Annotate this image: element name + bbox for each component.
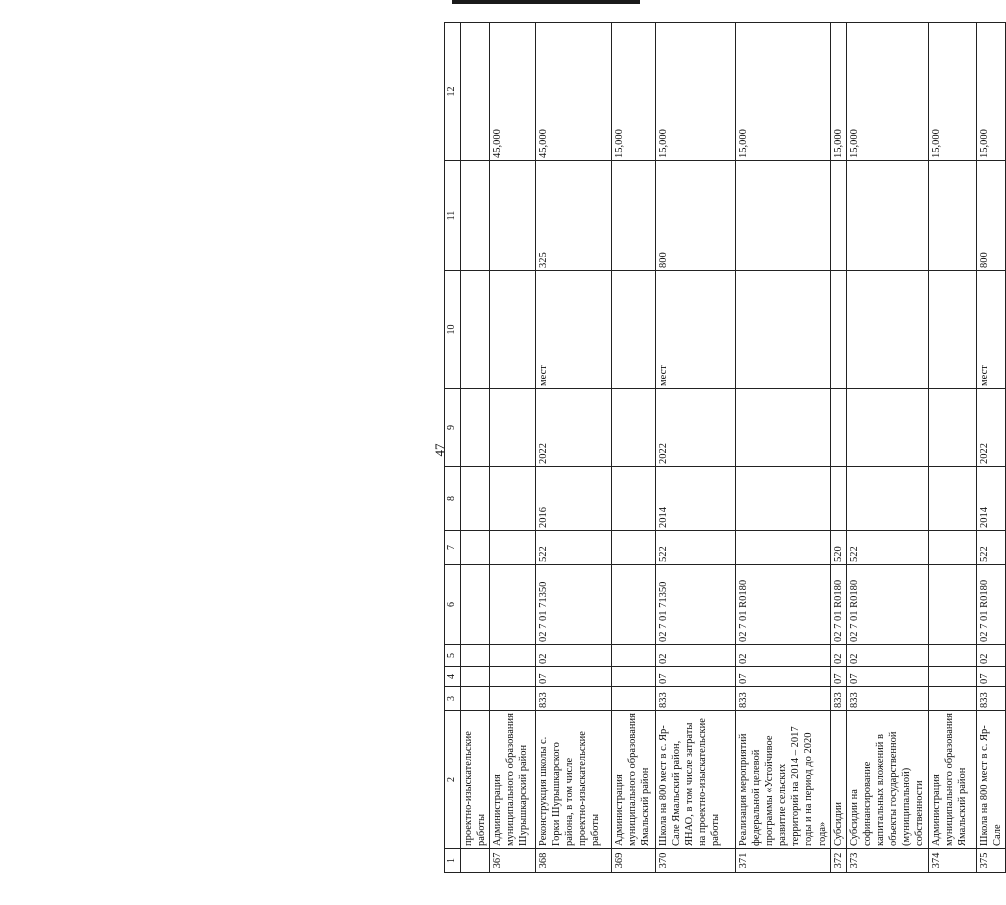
code-col-6-cell: 02 7 01 71350 bbox=[655, 565, 735, 645]
item-name-cell: Субсидии на софинансирование капитальных вложений в объекты государственной (муниципальной) собственности bbox=[846, 711, 928, 849]
code-col-3-cell: 833 bbox=[976, 687, 1005, 711]
table-row bbox=[489, 23, 535, 873]
code-col-7-cell: 522 bbox=[655, 531, 735, 565]
amount-cell: 15,000 bbox=[976, 23, 1005, 161]
code-col-5-cell: 02 bbox=[655, 645, 735, 667]
capacity-cell bbox=[460, 161, 489, 271]
year-end-cell: 2022 bbox=[655, 389, 735, 467]
header-cell: 3 bbox=[445, 687, 461, 711]
year-end-cell bbox=[611, 389, 655, 467]
table-row bbox=[846, 23, 928, 873]
table-row bbox=[928, 23, 976, 873]
year-end-cell bbox=[735, 389, 830, 467]
amount-cell: 15,000 bbox=[830, 23, 846, 161]
amount-cell: 45,000 bbox=[489, 23, 535, 161]
code-col-4-cell bbox=[460, 667, 489, 687]
code-col-7-cell: 520 bbox=[830, 531, 846, 565]
capacity-cell: 800 bbox=[976, 161, 1005, 271]
header-cell: 7 bbox=[445, 531, 461, 565]
code-col-7-cell bbox=[489, 531, 535, 565]
amount-cell: 15,000 bbox=[928, 23, 976, 161]
code-col-6-cell bbox=[460, 565, 489, 645]
item-name-cell: Администрация муниципального образования Ямальский район bbox=[611, 711, 655, 849]
code-col-3-cell bbox=[460, 687, 489, 711]
code-col-5-cell: 02 bbox=[735, 645, 830, 667]
amount-cell: 45,000 bbox=[535, 23, 611, 161]
row-number-cell: 373 bbox=[846, 849, 928, 873]
code-col-4-cell: 07 bbox=[846, 667, 928, 687]
item-name-cell: Школа на 800 мест в с. Яр-Сале Ямальский район, ЯНАО, в том числе затраты на проектно-изыскательские работы bbox=[655, 711, 735, 849]
code-col-7-cell: 522 bbox=[846, 531, 928, 565]
unit-cell bbox=[830, 271, 846, 389]
page-number: 47 bbox=[432, 443, 447, 457]
item-name-cell: Реконструкция школы с. Горки Шурышкарского района, в том числе проектно-изыскательские работы bbox=[535, 711, 611, 849]
year-start-cell: 2014 bbox=[976, 467, 1005, 531]
code-col-5-cell bbox=[460, 645, 489, 667]
capacity-cell bbox=[846, 161, 928, 271]
item-name-cell: Реализация мероприятий федеральной целевой программы «Устойчивое развитие сельских территорий на 2014 – 2017 годы и на период до 2020 года» bbox=[735, 711, 830, 849]
code-col-7-cell bbox=[460, 531, 489, 565]
item-name-cell: Администрация муниципального образования Ямальский район bbox=[928, 711, 976, 849]
code-col-5-cell: 02 bbox=[535, 645, 611, 667]
code-col-5-cell: 02 bbox=[830, 645, 846, 667]
capacity-cell bbox=[928, 161, 976, 271]
header-row bbox=[445, 23, 461, 873]
code-col-3-cell: 833 bbox=[846, 687, 928, 711]
capacity-cell: 800 bbox=[655, 161, 735, 271]
code-col-7-cell bbox=[611, 531, 655, 565]
row-number-cell: 367 bbox=[489, 849, 535, 873]
unit-cell bbox=[846, 271, 928, 389]
capacity-cell bbox=[735, 161, 830, 271]
code-col-7-cell: 522 bbox=[535, 531, 611, 565]
row-number-cell: 369 bbox=[611, 849, 655, 873]
table-row bbox=[976, 23, 1005, 873]
code-col-6-cell bbox=[611, 565, 655, 645]
code-col-4-cell: 07 bbox=[735, 667, 830, 687]
code-col-4-cell: 07 bbox=[830, 667, 846, 687]
header-cell: 8 bbox=[445, 467, 461, 531]
year-start-cell: 2016 bbox=[535, 467, 611, 531]
year-start-cell bbox=[830, 467, 846, 531]
year-start-cell bbox=[846, 467, 928, 531]
code-col-7-cell bbox=[928, 531, 976, 565]
capacity-cell bbox=[489, 161, 535, 271]
budget-table bbox=[444, 22, 1006, 873]
year-end-cell: 2022 bbox=[976, 389, 1005, 467]
code-col-4-cell bbox=[489, 667, 535, 687]
amount-cell: 15,000 bbox=[735, 23, 830, 161]
year-end-cell bbox=[830, 389, 846, 467]
code-col-4-cell: 07 bbox=[655, 667, 735, 687]
code-col-6-cell: 02 7 01 R0180 bbox=[735, 565, 830, 645]
row-number-cell: 371 bbox=[735, 849, 830, 873]
row-number-cell: 368 bbox=[535, 849, 611, 873]
code-col-3-cell bbox=[611, 687, 655, 711]
year-start-cell bbox=[460, 467, 489, 531]
table-row bbox=[460, 23, 489, 873]
capacity-cell bbox=[830, 161, 846, 271]
row-number-cell bbox=[460, 849, 489, 873]
row-number-cell: 374 bbox=[928, 849, 976, 873]
code-col-4-cell bbox=[611, 667, 655, 687]
code-col-6-cell: 02 7 01 R0180 bbox=[830, 565, 846, 645]
amount-cell: 15,000 bbox=[846, 23, 928, 161]
year-start-cell bbox=[928, 467, 976, 531]
unit-cell bbox=[611, 271, 655, 389]
code-col-6-cell: 02 7 01 71350 bbox=[535, 565, 611, 645]
year-start-cell bbox=[611, 467, 655, 531]
code-col-4-cell: 07 bbox=[976, 667, 1005, 687]
code-col-5-cell bbox=[611, 645, 655, 667]
header-cell: 4 bbox=[445, 667, 461, 687]
row-number-cell: 370 bbox=[655, 849, 735, 873]
item-name-cell: Субсидии bbox=[830, 711, 846, 849]
code-col-3-cell bbox=[928, 687, 976, 711]
year-end-cell: 2022 bbox=[535, 389, 611, 467]
year-end-cell bbox=[846, 389, 928, 467]
code-col-7-cell bbox=[735, 531, 830, 565]
code-col-5-cell: 02 bbox=[846, 645, 928, 667]
item-name-cell: проектно-изыскательские работы bbox=[460, 711, 489, 849]
code-col-6-cell: 02 7 01 R0180 bbox=[846, 565, 928, 645]
header-cell: 5 bbox=[445, 645, 461, 667]
header-cell: 6 bbox=[445, 565, 461, 645]
header-cell: 2 bbox=[445, 711, 461, 849]
year-start-cell: 2014 bbox=[655, 467, 735, 531]
amount-cell bbox=[460, 23, 489, 161]
code-col-3-cell bbox=[489, 687, 535, 711]
amount-cell: 15,000 bbox=[655, 23, 735, 161]
table-row bbox=[535, 23, 611, 873]
code-col-5-cell bbox=[928, 645, 976, 667]
item-name-cell: Администрация муниципального образования Шурышкарский район bbox=[489, 711, 535, 849]
header-cell: 12 bbox=[445, 23, 461, 161]
item-name-cell: Школа на 800 мест в с. Яр-Сале bbox=[976, 711, 1005, 849]
table-row bbox=[735, 23, 830, 873]
year-end-cell bbox=[460, 389, 489, 467]
table-row bbox=[611, 23, 655, 873]
code-col-6-cell bbox=[489, 565, 535, 645]
header-cell: 1 bbox=[445, 849, 461, 873]
header-cell: 11 bbox=[445, 161, 461, 271]
code-col-4-cell bbox=[928, 667, 976, 687]
year-end-cell bbox=[489, 389, 535, 467]
amount-cell: 15,000 bbox=[611, 23, 655, 161]
row-number-cell: 375 bbox=[976, 849, 1005, 873]
code-col-6-cell bbox=[928, 565, 976, 645]
code-col-5-cell bbox=[489, 645, 535, 667]
unit-cell bbox=[460, 271, 489, 389]
code-col-7-cell: 522 bbox=[976, 531, 1005, 565]
unit-cell bbox=[928, 271, 976, 389]
header-cell: 9 bbox=[445, 389, 461, 467]
unit-cell: мест bbox=[976, 271, 1005, 389]
capacity-cell: 325 bbox=[535, 161, 611, 271]
unit-cell bbox=[735, 271, 830, 389]
code-col-5-cell: 02 bbox=[976, 645, 1005, 667]
code-col-3-cell: 833 bbox=[655, 687, 735, 711]
table-row bbox=[655, 23, 735, 873]
header-cell: 10 bbox=[445, 271, 461, 389]
unit-cell bbox=[489, 271, 535, 389]
year-start-cell bbox=[489, 467, 535, 531]
table-row bbox=[830, 23, 846, 873]
code-col-6-cell: 02 7 01 R0180 bbox=[976, 565, 1005, 645]
unit-cell: мест bbox=[535, 271, 611, 389]
capacity-cell bbox=[611, 161, 655, 271]
code-col-3-cell: 833 bbox=[535, 687, 611, 711]
code-col-4-cell: 07 bbox=[535, 667, 611, 687]
code-col-3-cell: 833 bbox=[830, 687, 846, 711]
year-end-cell bbox=[928, 389, 976, 467]
unit-cell: мест bbox=[655, 271, 735, 389]
row-number-cell: 372 bbox=[830, 849, 846, 873]
code-col-3-cell: 833 bbox=[735, 687, 830, 711]
year-start-cell bbox=[735, 467, 830, 531]
